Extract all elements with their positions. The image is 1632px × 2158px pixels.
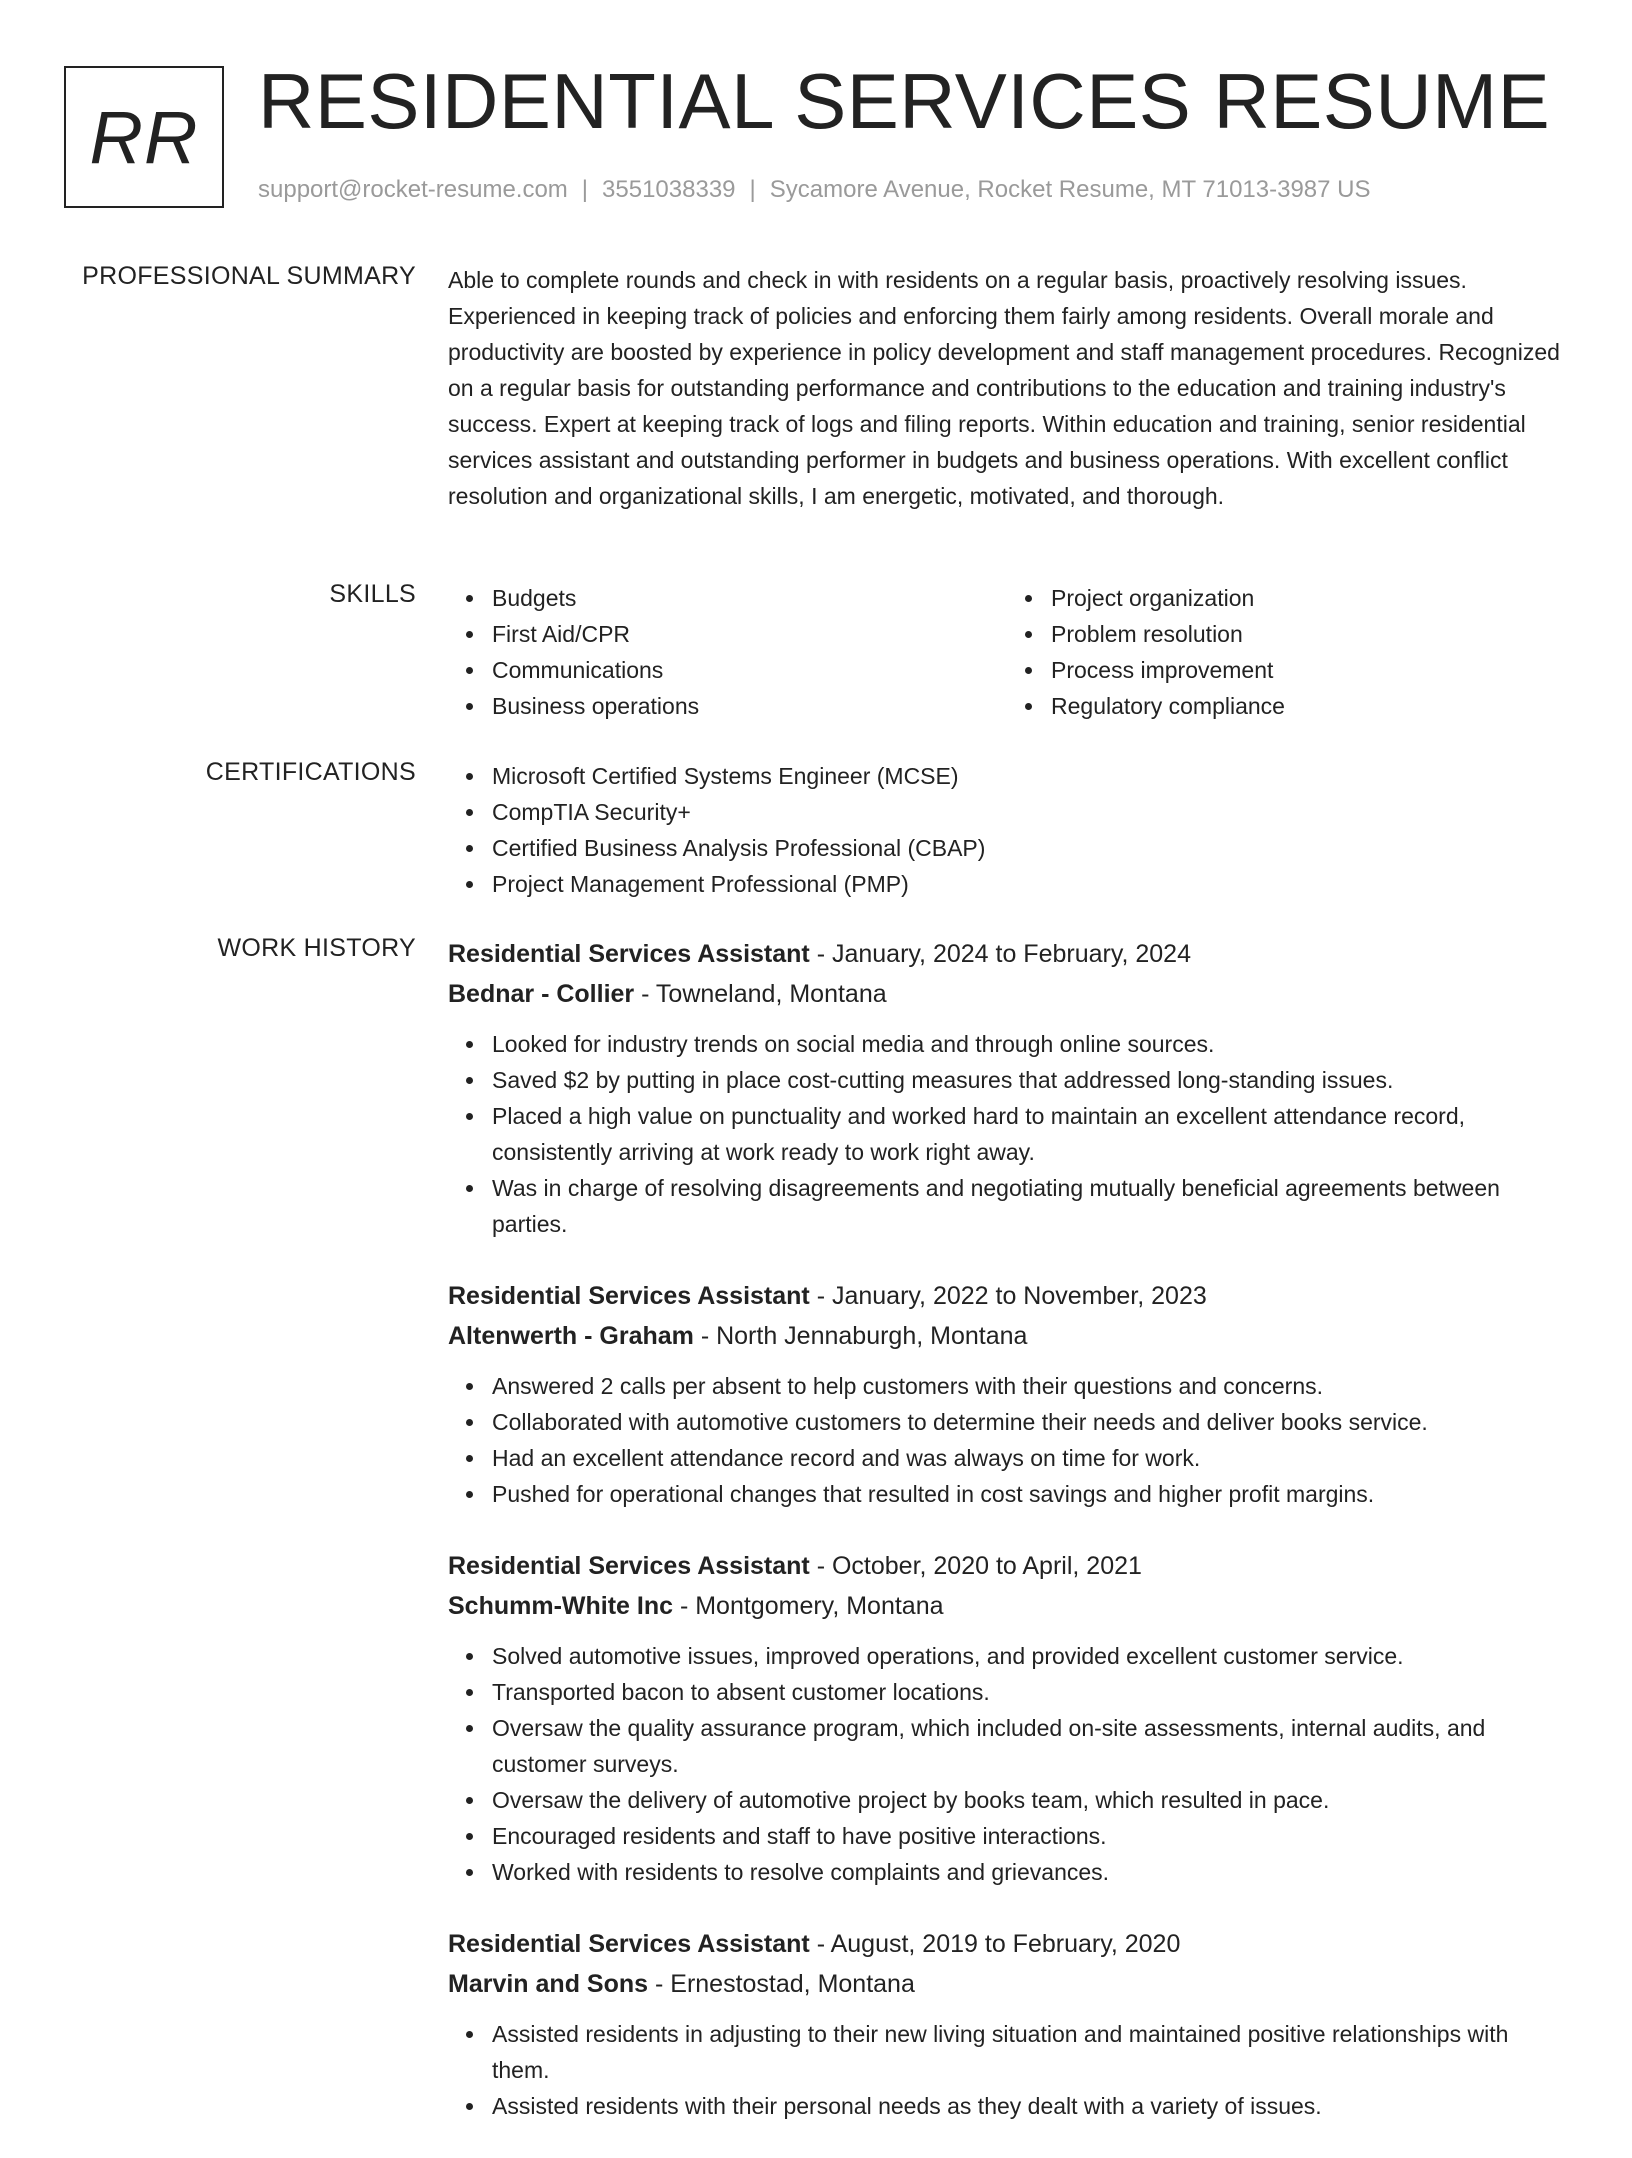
- job-title-line: [448, 1546, 1566, 1586]
- skills-body: [448, 580, 1566, 724]
- job-title: Residential Services Assistant: [448, 1930, 810, 1958]
- contact-separator: |: [749, 176, 756, 203]
- job-bullets: [448, 1026, 1566, 1242]
- job-location: - North Jennaburgh, Montana: [693, 1322, 1028, 1350]
- job-bullet: Answered 2 calls per absent to help customers with their questions and concerns.: [492, 1368, 1566, 1404]
- skill-item: Budgets: [492, 580, 1007, 616]
- monogram-logo: [64, 66, 224, 208]
- job-title-line: [448, 1924, 1566, 1964]
- summary-text: Able to complete rounds and check in with residents on a regular basis, proactively resolving issues. Experienced in keeping track of policies and enforcing them fairly among residents. Overall morale and productivity are boosted by experience in policy development and staff management procedures. Recognized on a regular basis for outstanding performance and contributions to the education and training industry's success. Expert at keeping track of logs and filing reports. Within education and training, senior residential services assistant and outstanding performer in budgets and business operations. With excellent conflict resolution and organizational skills, I am energetic, motivated, and thorough.: [448, 267, 1560, 509]
- job-bullet: Saved $2 by putting in place cost-cutting measures that addressed long-standing issues.: [492, 1062, 1566, 1098]
- job-dates: - August, 2019 to February, 2020: [809, 1930, 1181, 1958]
- section-label-certifications: CERTIFICATIONS: [205, 758, 416, 786]
- job-bullet: Encouraged residents and staff to have positive interactions.: [492, 1818, 1566, 1854]
- section-label-work-history: WORK HISTORY: [217, 934, 416, 962]
- contact-address: Sycamore Avenue, Rocket Resume, MT 71013-3987 US: [769, 176, 1371, 203]
- job-title: Residential Services Assistant: [448, 1282, 810, 1310]
- job-title: Residential Services Assistant: [448, 1552, 810, 1580]
- skill-item: First Aid/CPR: [492, 616, 1007, 652]
- job-company-line: [448, 1586, 1566, 1626]
- job-company: Schumm-White Inc: [448, 1592, 674, 1620]
- job-bullet: Collaborated with automotive customers to determine their needs and deliver books service.: [492, 1404, 1566, 1440]
- skill-item: Problem resolution: [1051, 616, 1566, 652]
- certifications-list: [448, 758, 1566, 902]
- summary-body: [448, 262, 1566, 514]
- skill-item: Process improvement: [1051, 652, 1566, 688]
- job-bullet: Was in charge of resolving disagreements and negotiating mutually beneficial agreements between parties.: [492, 1170, 1566, 1242]
- skill-item: Regulatory compliance: [1051, 688, 1566, 724]
- job-company-line: [448, 974, 1566, 1014]
- job-location: - Ernestostad, Montana: [648, 1970, 915, 1998]
- job-bullet: Looked for industry trends on social media and through online sources.: [492, 1026, 1566, 1062]
- contact-separator: |: [581, 176, 589, 203]
- job-entry: [448, 1924, 1566, 2124]
- job-title: Residential Services Assistant: [448, 940, 810, 968]
- contact-phone[interactable]: 3551038339: [602, 176, 736, 203]
- job-entry: [448, 1546, 1566, 1890]
- job-entry: [448, 934, 1566, 1242]
- job-bullets: [448, 1638, 1566, 1890]
- skills-list-left: [448, 580, 1007, 724]
- job-company-line: [448, 1316, 1566, 1356]
- skills-list-right: [1007, 580, 1566, 724]
- job-bullet: Placed a high value on punctuality and worked hard to maintain an excellent attendance record, consistently arriving at work ready to work right away.: [492, 1098, 1566, 1170]
- job-title-line: [448, 934, 1566, 974]
- job-company: Marvin and Sons: [448, 1970, 649, 1998]
- job-bullets: [448, 1368, 1566, 1512]
- certification-item: CompTIA Security+: [492, 794, 1566, 830]
- job-dates: - October, 2020 to April, 2021: [809, 1552, 1142, 1580]
- job-company: Altenwerth - Graham: [448, 1322, 694, 1350]
- skill-item: Communications: [492, 652, 1007, 688]
- skill-item: Business operations: [492, 688, 1007, 724]
- job-dates: - January, 2022 to November, 2023: [809, 1282, 1207, 1310]
- certification-item: Certified Business Analysis Professional (CBAP): [492, 830, 1566, 866]
- contact-line: [258, 176, 1371, 204]
- job-bullet: Oversaw the delivery of automotive project by books team, which resulted in pace.: [492, 1782, 1566, 1818]
- skill-item: Project organization: [1051, 580, 1566, 616]
- contact-email[interactable]: support@rocket-resume.com: [258, 176, 568, 203]
- job-location: - Montgomery, Montana: [673, 1592, 944, 1620]
- job-bullet: Worked with residents to resolve complaints and grievances.: [492, 1854, 1566, 1890]
- certifications-body: [448, 758, 1566, 902]
- certification-item: Microsoft Certified Systems Engineer (MCSE): [492, 758, 1566, 794]
- job-company: Bednar - Collier: [448, 980, 635, 1008]
- job-bullets: [448, 2016, 1566, 2124]
- job-entry: [448, 1276, 1566, 1512]
- resume-title: RESIDENTIAL SERVICES RESUME: [258, 57, 1551, 145]
- job-location: - Towneland, Montana: [634, 980, 887, 1008]
- monogram-text: RR: [89, 95, 199, 179]
- job-bullet: Pushed for operational changes that resulted in cost savings and higher profit margins.: [492, 1476, 1566, 1512]
- job-bullet: Transported bacon to absent customer locations.: [492, 1674, 1566, 1710]
- job-bullet: Assisted residents with their personal needs as they dealt with a variety of issues.: [492, 2088, 1566, 2124]
- certification-item: Project Management Professional (PMP): [492, 866, 1566, 902]
- job-bullet: Solved automotive issues, improved operations, and provided excellent customer service.: [492, 1638, 1566, 1674]
- work-history-body: [448, 934, 1566, 2158]
- job-dates: - January, 2024 to February, 2024: [809, 940, 1191, 968]
- job-bullet: Oversaw the quality assurance program, which included on-site assessments, internal audits, and customer surveys.: [492, 1710, 1566, 1782]
- job-title-line: [448, 1276, 1566, 1316]
- job-bullet: Assisted residents in adjusting to their new living situation and maintained positive relationships with them.: [492, 2016, 1566, 2088]
- section-label-skills: SKILLS: [329, 580, 416, 608]
- job-bullet: Had an excellent attendance record and was always on time for work.: [492, 1440, 1566, 1476]
- section-label-summary: PROFESSIONAL SUMMARY: [82, 262, 416, 290]
- job-company-line: [448, 1964, 1566, 2004]
